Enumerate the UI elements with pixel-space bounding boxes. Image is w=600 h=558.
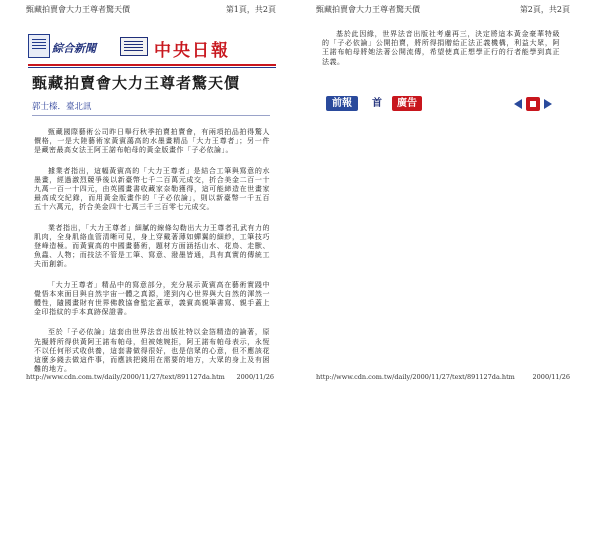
newspaper-name: 中央日報 xyxy=(154,41,230,61)
print-footer-date: 2000/11/26 xyxy=(532,373,570,381)
byline-divider xyxy=(32,115,270,116)
article-paragraph: 至於「子必依論」這套由世界法音出版社特以金箔精造的論著，原先擬將所得供黃阿王諾布帕母，但被她婉拒，阿王諾布帕母表示，永恆不以任何形式收供養，這套書做得很好，也是信眾的心意，但不應該花這麼多錢去做這件事，而應該把錢用在需要的地方，大眾的身上及有困難的地方。 xyxy=(34,328,270,374)
next-arrow-icon[interactable] xyxy=(544,99,552,109)
print-header-page-number: 第2頁，共2頁 xyxy=(519,5,570,14)
masthead-divider-red xyxy=(28,64,276,66)
print-header-title: 甄藏拍賣會大力王尊者驚天價 xyxy=(316,5,420,14)
article-navigation xyxy=(326,96,576,112)
article-byline: 郭士榛．臺北訊 xyxy=(32,102,92,112)
article-title: 甄藏拍賣會大力王尊者驚天價 xyxy=(32,74,241,92)
print-footer-url: http://www.cdn.com.tw/daily/2000/11/27/text/891127da.htm xyxy=(26,373,225,381)
print-footer-url: http://www.cdn.com.tw/daily/2000/11/27/text/891127da.htm xyxy=(316,373,515,381)
newspaper-icon xyxy=(120,37,148,56)
masthead-divider-blue xyxy=(28,67,276,68)
section-logo-icon xyxy=(28,34,50,58)
article-pager xyxy=(514,97,574,111)
article-body xyxy=(322,30,560,78)
index-icon[interactable] xyxy=(526,97,540,111)
page-1 xyxy=(0,0,300,390)
page-2 xyxy=(300,0,600,390)
print-footer-date: 2000/11/26 xyxy=(236,373,274,381)
print-header-title: 甄藏拍賣會大力王尊者驚天價 xyxy=(26,5,130,14)
ad-button[interactable]: 廣告 xyxy=(392,96,422,111)
article-paragraph: 「大力王尊者」精品中的寫意部分，充分展示黃賓高在藝術實踐中覺悟本來面目與自然宇宙一體之真源，達到內心世界與大自然的渾然一體性，隨國畫財有世界佛教協會監定蓋章，義賓高親筆書寫、親手蓋上金印指紋的手本真跡保證書。 xyxy=(34,280,270,317)
previous-page-button[interactable]: 前報 xyxy=(326,96,358,111)
article-paragraph: 業者指出，「大力王尊者」細膩的線條勾勒出大力王尊者孔武有力的肌肉，全身肌絡血管清晰可見，身上穿戴著薄如蟬翼的細紗，工筆技巧登峰造極。而黃賓高的中國畫藝術，題材方面涵括山水、花鳥、走獸、魚蟲、人物；而技法不管是工筆、寫意、潑墨皆通，具有真實的傳統工夫而創新。 xyxy=(34,223,270,269)
article-body xyxy=(34,128,270,385)
home-button[interactable]: 首 xyxy=(372,98,382,109)
newspaper-masthead xyxy=(28,34,268,62)
section-name: 綜合新聞 xyxy=(52,42,96,55)
article-paragraph: 甄藏國際藝術公司昨日舉行秋季拍賣拍賣會，有兩項拍品拍得驚人價格，一是大陸藝術家黃賓藹高的水墨畫精品「大力王尊者」；另一件是藏密最高女法王阿王諾布帕母的黃金版畫作「子必依論」。 xyxy=(34,128,270,155)
print-header-page-number: 第1頁，共2頁 xyxy=(225,5,276,14)
article-paragraph: 基於此因緣，世界法音出版社考慮再三，決定將這本黃金豪華特級的「子必依論」公開拍賣，將所得捐贈給正法正義機構，利益大眾，阿王諾布帕母將她法著公開流傳，希望使真正想學正行的行者能學到真正法義。 xyxy=(322,30,560,66)
previous-arrow-icon[interactable] xyxy=(514,99,522,109)
article-paragraph: 據業者指出，這幅黃賓高的「大力王尊者」是結合工筆與寫意的水墨畫，經過激烈競爭後以新臺幣七千二百萬元成交，折合美金二百一十九萬一百一十四元，由英國畫書收藏家奈勒獲得，這可能締造在世畫家最高成交紀錄，而用黃金版畫作的「子必依論」，則以新臺幣一千五百五十六萬元，折合美金四十七萬三千三百零七元成交。 xyxy=(34,166,270,212)
